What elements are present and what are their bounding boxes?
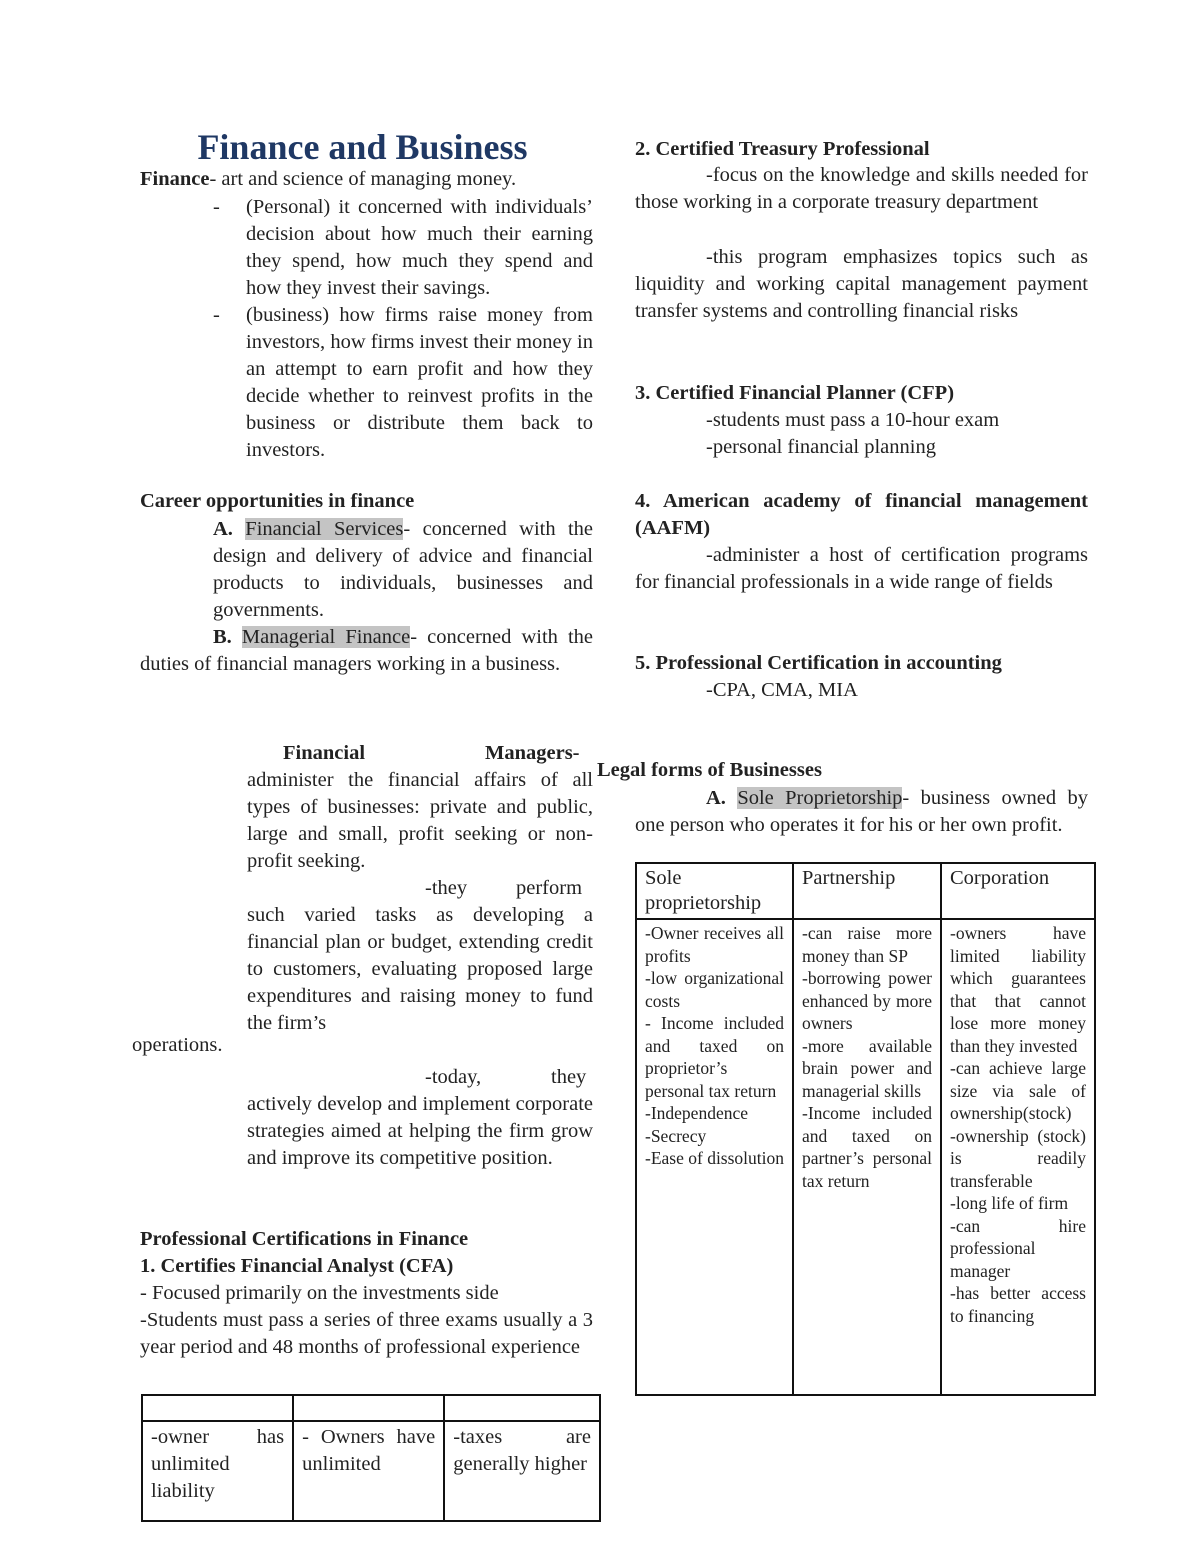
fm-paragraph-3-lead: -today, (425, 1066, 482, 1088)
page-title: Finance and Business (197, 127, 528, 167)
table-row (142, 1421, 600, 1521)
cfp-line-2: -personal financial planning (706, 436, 936, 458)
cfa-line-1: - Focused primarily on the investments side (140, 1282, 499, 1304)
sole-letter: A. (706, 787, 726, 809)
aafm-heading: 4. American academy of financial management (AAFM) (635, 490, 1088, 539)
table-row (142, 1395, 600, 1421)
aafm-paragraph: -administer a host of certification programs for financial professionals in a wide range of fields (635, 544, 1088, 593)
table-header: Corporation (941, 863, 1095, 919)
sole-term: Sole Proprietorship (737, 787, 903, 809)
list-item (213, 194, 593, 302)
finance-bullets (213, 194, 593, 464)
fm-paragraph-3: actively develop and implement corporate strategies aimed at helping the firm grow and improve its competitive position. (247, 1093, 593, 1169)
table-row (636, 919, 1095, 1395)
table-cell: -owners have limited liability which guarantees that that cannot lose more money than they invested -can achieve large size via sale of ownership(stock) -ownership (stock) is readily transferable -long life of firm -can hire professional manager -has better access to financing (941, 919, 1095, 1395)
career-text: - concerned with the duties of financial managers working in a business. (140, 626, 594, 675)
career-item-a (213, 516, 593, 624)
business-forms-table (635, 862, 1096, 1396)
cfa-heading: 1. Certifies Financial Analyst (CFA) (140, 1255, 454, 1277)
fm-heading-left: Financial (283, 742, 366, 764)
pc-heading: Professional Certifications in Finance (140, 1228, 469, 1250)
ctp-heading: 2. Certified Treasury Professional (635, 138, 930, 160)
career-heading: Career opportunities in finance (140, 490, 415, 512)
finance-definition (140, 166, 600, 193)
cfp-line-1: -students must pass a 10-hour exam (706, 409, 1000, 431)
table-cell (444, 1395, 600, 1421)
legal-heading: Legal forms of Businesses (597, 759, 822, 781)
table-cell: -taxes are generally higher (444, 1421, 600, 1521)
bullet-text: (business) how firms raise money from investors, how firms invest their money in an attempt to earn profit and how they decide whether to reinvest profits in the business or distribute them back to investors. (246, 304, 593, 461)
bullet-dash: - (213, 304, 220, 326)
career-term: Managerial Finance (241, 626, 411, 648)
list-item (213, 302, 593, 464)
career-letter: A. (213, 518, 233, 540)
sole-text: - business owned by one person who operates it for his or her own profit. (635, 787, 1088, 836)
fm-paragraph-2: such varied tasks as developing a financial plan or budget, extending credit to customers, evaluating proposed large expenditures and raising money to fund the firm’s (247, 904, 593, 1034)
pca-line: -CPA, CMA, MIA (706, 679, 858, 701)
table-cell (142, 1395, 293, 1421)
fm-paragraph-3-lead-right: they (551, 1066, 587, 1088)
table-header: Sole proprietorship (636, 863, 793, 919)
career-text: - concerned with the design and delivery of advice and financial products to individuals, businesses and governments. (213, 518, 593, 621)
bottom-table (141, 1394, 601, 1522)
fm-paragraph-2-tail: operations. (132, 1034, 223, 1056)
career-letter: B. (213, 626, 232, 648)
table-cell: -Owner receives all profits -low organizational costs - Income included and taxed on proprietor’s personal tax return -Independence -Secrecy -Ease of dissolution (636, 919, 793, 1395)
table-cell: -owner has unlimited liability (142, 1421, 293, 1521)
ctp-paragraph-1: -focus on the knowledge and skills needed for those working in a corporate treasury department (635, 164, 1088, 213)
table-cell (293, 1395, 444, 1421)
cfa-line-2: -Students must pass a series of three exams usually a 3 year period and 48 months of professional experience (140, 1309, 593, 1358)
career-term: Financial Services (245, 518, 404, 540)
sole-definition (635, 785, 1088, 839)
table-cell: - Owners have unlimited (293, 1421, 444, 1521)
fm-paragraph-2-lead: -they (425, 877, 468, 899)
fm-paragraph-2-lead-right: perform (516, 877, 583, 899)
pca-heading: 5. Professional Certification in accounting (635, 652, 1002, 674)
career-item-b (140, 624, 593, 678)
fm-paragraph-1: administer the financial affairs of all types of businesses: private and public, large and small, profit seeking or non-profit seeking. (247, 769, 593, 872)
bullet-text: (Personal) it concerned with individuals’ decision about how much their earning they spend, how much they spend and how they invest their savings. (246, 196, 593, 299)
cfp-heading: 3. Certified Financial Planner (CFP) (635, 382, 955, 404)
finance-def-text: - art and science of managing money. (209, 168, 517, 190)
finance-term: Finance (140, 168, 210, 190)
table-header: Partnership (793, 863, 941, 919)
fm-heading-right: Managers- (485, 742, 580, 764)
ctp-paragraph-2: -this program emphasizes topics such as liquidity and working capital management payment transfer systems and controlling financial risks (635, 246, 1088, 322)
table-cell: -can raise more money than SP -borrowing power enhanced by more owners -more available brain power and managerial skills -Income included and taxed on partner’s personal tax return (793, 919, 941, 1395)
bullet-dash: - (213, 196, 220, 218)
table-header-row (636, 863, 1095, 919)
